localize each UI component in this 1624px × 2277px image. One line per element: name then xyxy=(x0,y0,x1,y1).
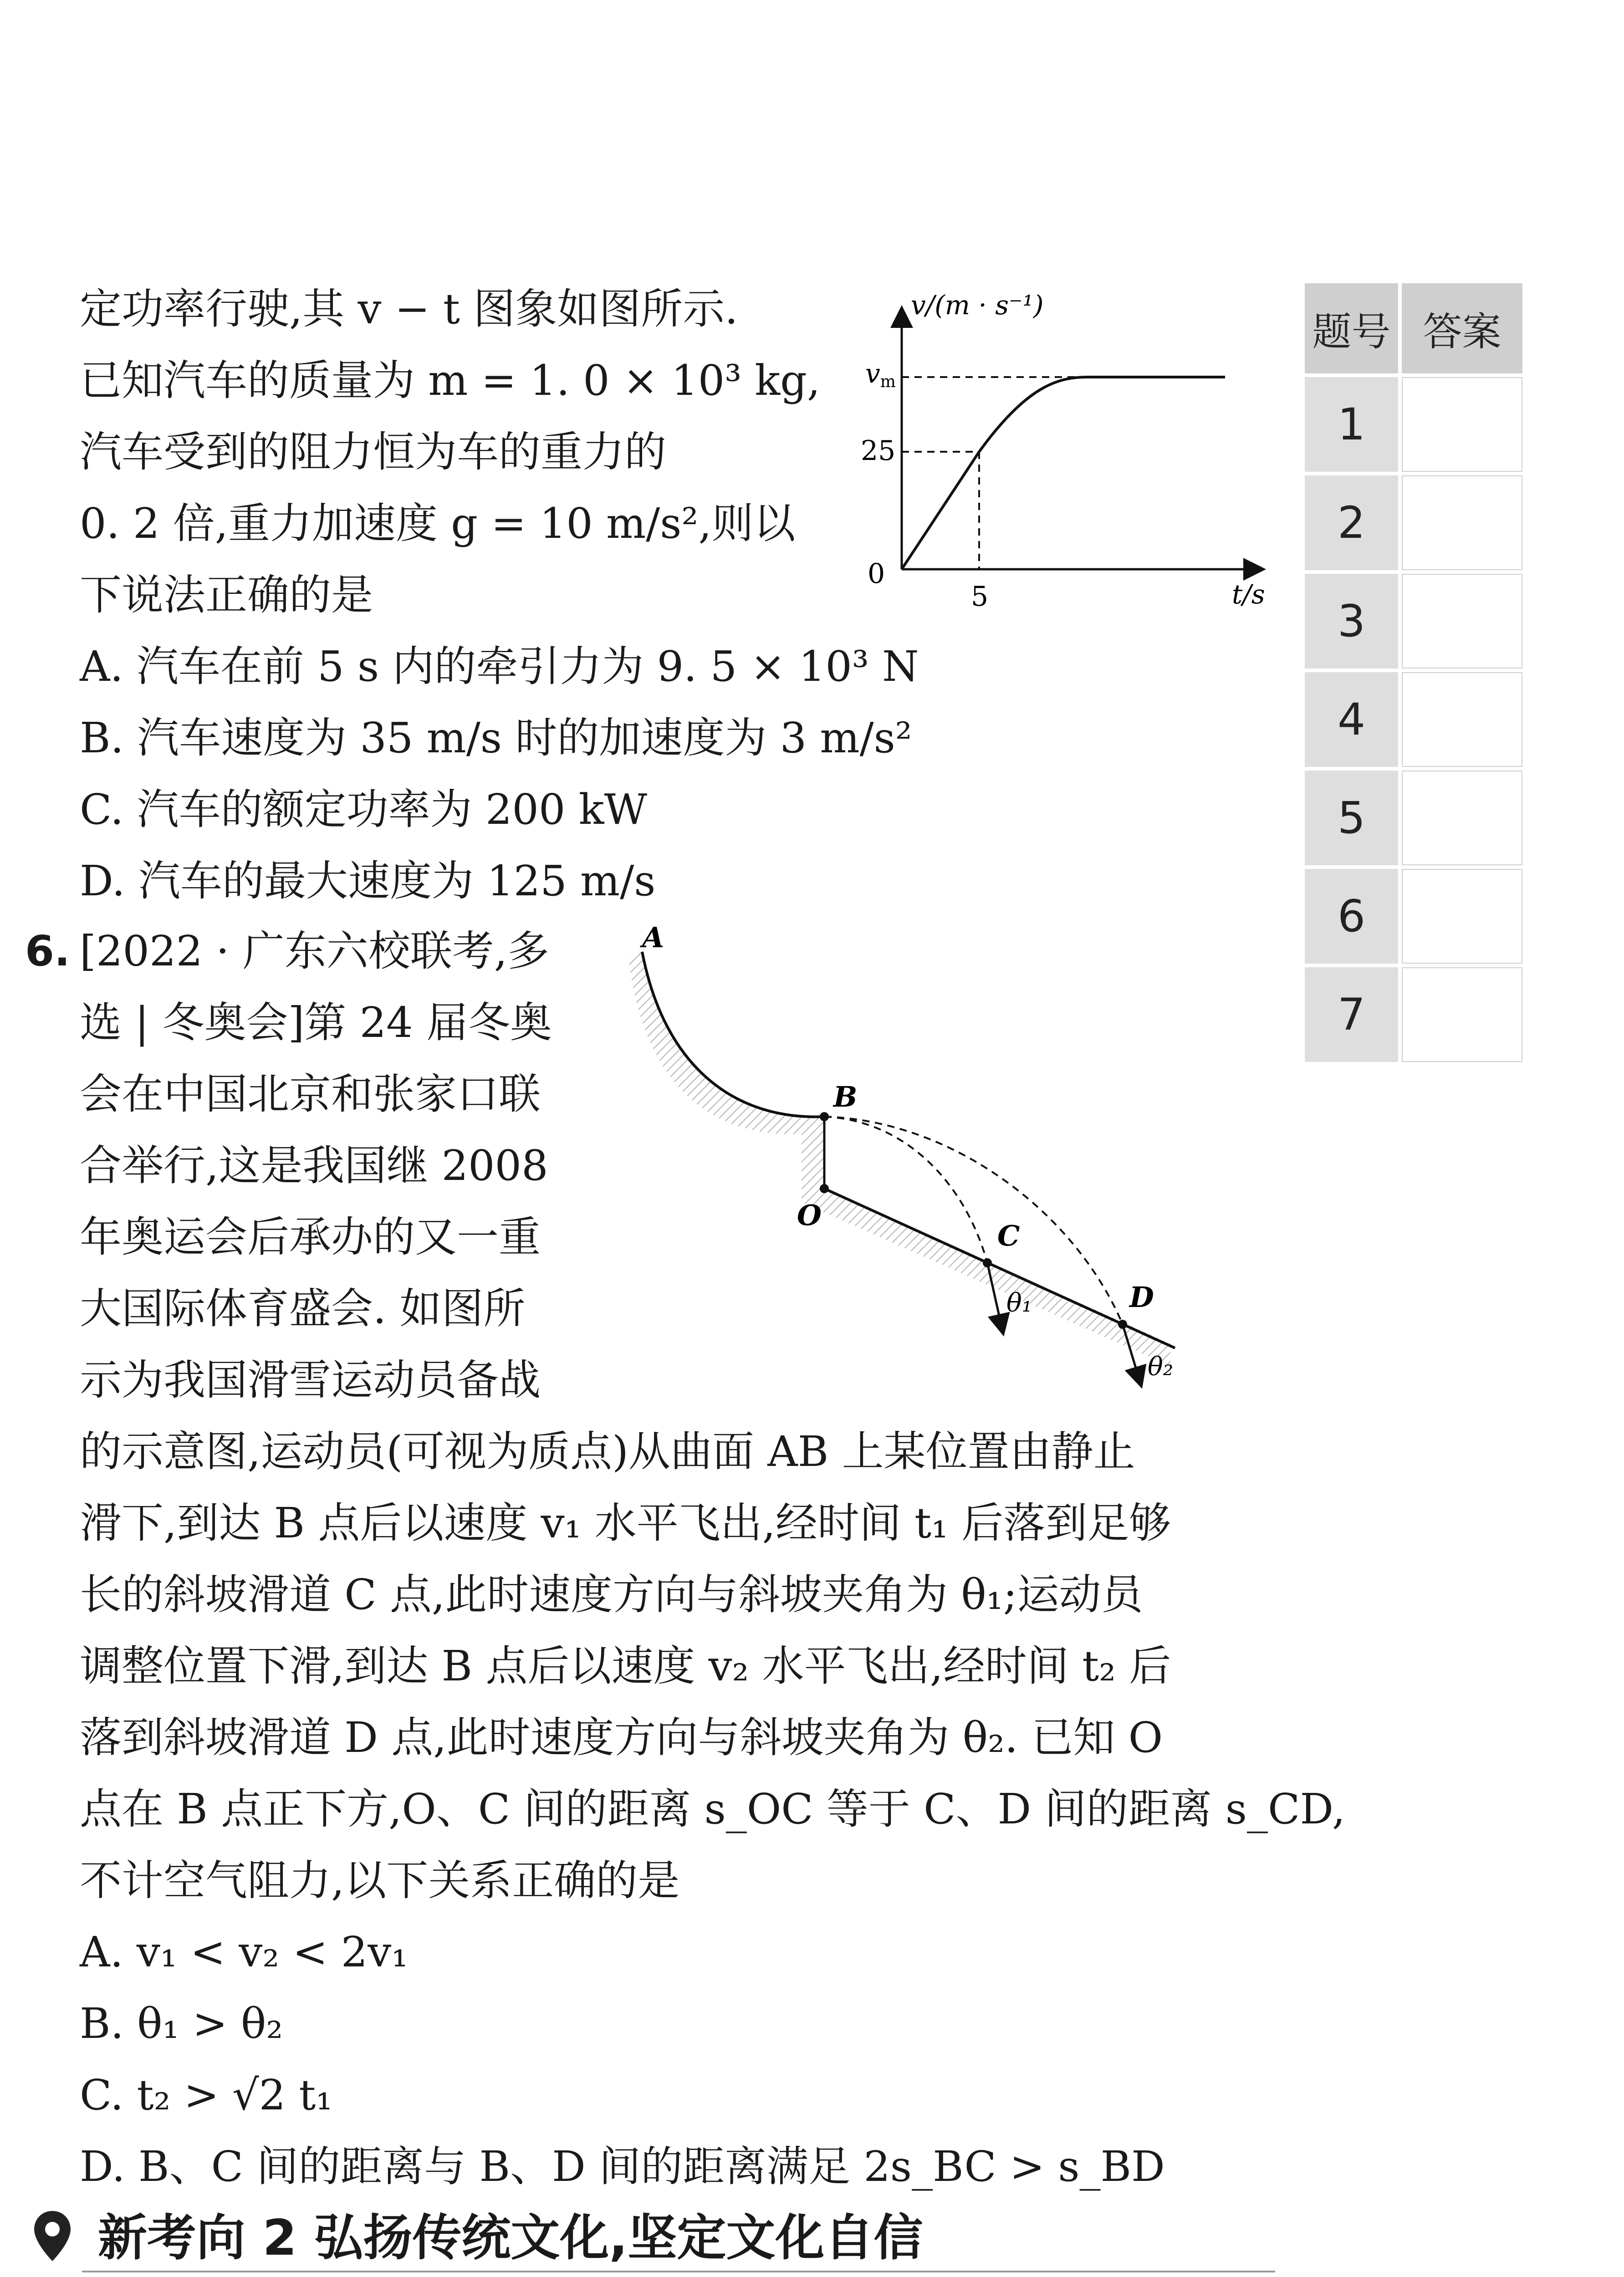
answer-cell[interactable] xyxy=(1402,574,1522,669)
section-header xyxy=(32,2204,1275,2272)
answer-row-number: 5 xyxy=(1305,771,1398,865)
answer-row-number: 3 xyxy=(1305,574,1398,669)
q6-line: 滑下,到达 B 点后以速度 v₁ 水平飞出,经时间 t₁ 后落到足够 xyxy=(80,1499,1171,1547)
answer-cell[interactable] xyxy=(1402,967,1522,1062)
q6-option-d: D. B、C 间的距离与 B、D 间的距离满足 2s_BC > s_BD xyxy=(80,2142,1165,2191)
q5-line: 0. 2 倍,重力加速度 g = 10 m/s²,则以 xyxy=(80,499,796,548)
answer-row-number: 7 xyxy=(1305,967,1398,1062)
answer-row-number: 4 xyxy=(1305,672,1398,767)
q5-option-d: D. 汽车的最大速度为 125 m/s xyxy=(80,857,656,905)
answer-cell[interactable] xyxy=(1402,475,1522,570)
answer-cell[interactable] xyxy=(1402,869,1522,964)
answer-table-header xyxy=(1305,283,1522,373)
section-rule xyxy=(82,2271,1275,2272)
answer-cell[interactable] xyxy=(1402,771,1522,865)
q5-line: 下说法正确的是 xyxy=(80,571,373,619)
origin-label: 0 xyxy=(868,558,885,590)
answer-row xyxy=(1305,771,1522,865)
q6-line: 大国际体育盛会. 如图所 xyxy=(80,1284,526,1333)
q5-option-c: C. 汽车的额定功率为 200 kW xyxy=(80,785,647,834)
answer-cell[interactable] xyxy=(1402,672,1522,767)
label-theta2: θ₂ xyxy=(1148,1352,1174,1382)
q6-line: 点在 B 点正下方,O、C 间的距离 s_OC 等于 C、D 间的距离 s_CD, xyxy=(80,1785,1346,1833)
q5-option-b: B. 汽车速度为 35 m/s 时的加速度为 3 m/s² xyxy=(80,714,912,762)
answer-row-number: 6 xyxy=(1305,869,1398,964)
q5-line: 定功率行驶,其 v − t 图象如图所示. xyxy=(80,285,738,333)
q5-line: 已知汽车的质量为 m = 1. 0 × 10³ kg, xyxy=(80,356,821,405)
answer-row xyxy=(1305,574,1522,669)
answer-table xyxy=(1305,283,1522,1062)
answer-cell[interactable] xyxy=(1402,377,1522,472)
q6-line: 的示意图,运动员(可视为质点)从曲面 AB 上某位置由静止 xyxy=(80,1427,1135,1476)
q6-line: 落到斜坡滑道 D 点,此时速度方向与斜坡夹角为 θ₂. 已知 O xyxy=(80,1713,1163,1762)
answer-row-number: 1 xyxy=(1305,377,1398,472)
vm-label: vm xyxy=(865,358,896,391)
q6-line: 示为我国滑雪运动员备战 xyxy=(80,1356,541,1404)
label-c: C xyxy=(997,1219,1020,1252)
label-o: O xyxy=(797,1199,822,1232)
label-a: A xyxy=(642,921,664,954)
q5-line: 汽车受到的阻力恒为车的重力的 xyxy=(80,428,667,476)
ski-figure xyxy=(610,920,1239,1412)
q6-line: [2022 · 广东六校联考,多 xyxy=(80,927,550,975)
q6-number: 6. xyxy=(25,927,70,975)
y-tick-25: 25 xyxy=(861,435,896,467)
q6-line: 长的斜坡滑道 C 点,此时速度方向与斜坡夹角为 θ₁;运动员 xyxy=(80,1570,1143,1619)
x-tick-5: 5 xyxy=(971,581,989,613)
section-title: 新考向 2 弘扬传统文化,坚定文化自信 xyxy=(98,2210,923,2267)
v-axis-label: v/(m · s⁻¹) xyxy=(911,291,1044,321)
header-question-number: 题号 xyxy=(1305,283,1398,373)
answer-row xyxy=(1305,967,1522,1062)
location-pin-icon xyxy=(32,2209,73,2263)
q6-option-b: B. θ₁ > θ₂ xyxy=(80,1999,283,2048)
q5-stem xyxy=(80,273,919,917)
answer-row xyxy=(1305,869,1522,964)
q6-option-a: A. v₁ < v₂ < 2v₁ xyxy=(80,1928,409,1976)
answer-row xyxy=(1305,672,1522,767)
q6-line: 不计空气阻力,以下关系正确的是 xyxy=(80,1856,680,1905)
label-theta1: θ₁ xyxy=(1006,1288,1032,1318)
vt-curve xyxy=(979,377,1225,452)
q6-line: 年奥运会后承办的又一重 xyxy=(80,1213,541,1261)
q5-option-a: A. 汽车在前 5 s 内的牵引力为 9. 5 × 10³ N xyxy=(80,642,919,691)
q6-line: 会在中国北京和张家口联 xyxy=(80,1070,541,1118)
q6-option-c: C. t₂ > √2 t₁ xyxy=(80,2071,333,2119)
label-d: D xyxy=(1129,1281,1154,1314)
answer-row-number: 2 xyxy=(1305,475,1398,570)
q6-line: 调整位置下滑,到达 B 点后以速度 v₂ 水平飞出,经时间 t₂ 后 xyxy=(80,1642,1171,1690)
answer-row xyxy=(1305,377,1522,472)
q6-line: 选 | 冬奥会]第 24 届冬奥 xyxy=(80,998,552,1047)
q6-line: 合举行,这是我国继 2008 xyxy=(80,1141,548,1190)
header-answer: 答案 xyxy=(1402,283,1522,373)
vt-graph xyxy=(852,291,1284,619)
answer-row xyxy=(1305,475,1522,570)
vt-curve xyxy=(902,452,979,569)
t-axis-label: t/s xyxy=(1232,579,1265,610)
label-b: B xyxy=(833,1080,858,1113)
